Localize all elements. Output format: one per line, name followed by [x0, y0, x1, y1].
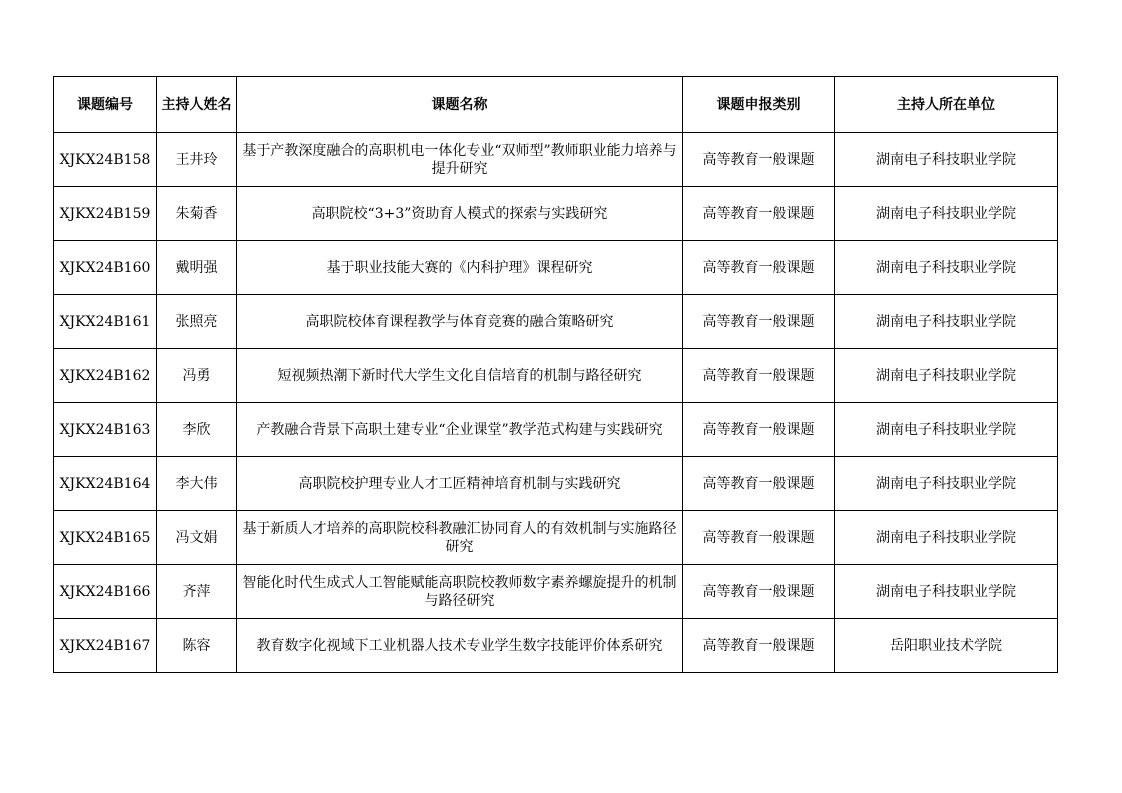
cell-host: 冯文娟 — [157, 511, 237, 565]
cell-category: 高等教育一般课题 — [683, 187, 835, 241]
cell-category: 高等教育一般课题 — [683, 295, 835, 349]
cell-title: 智能化时代生成式人工智能赋能高职院校教师数字素养螺旋提升的机制与路径研究 — [237, 565, 683, 619]
table-row — [54, 295, 1058, 349]
table-row — [54, 511, 1058, 565]
table-header — [54, 77, 1058, 133]
header-category: 课题申报类别 — [683, 77, 835, 133]
table-row — [54, 187, 1058, 241]
cell-title: 高职院校体育课程教学与体育竞赛的融合策略研究 — [237, 295, 683, 349]
cell-host: 张照亮 — [157, 295, 237, 349]
cell-title: 基于产教深度融合的高职机电一体化专业“双师型”教师职业能力培养与提升研究 — [237, 133, 683, 187]
cell-unit: 岳阳职业技术学院 — [835, 619, 1058, 673]
cell-host: 李欣 — [157, 403, 237, 457]
cell-title: 短视频热潮下新时代大学生文化自信培育的机制与路径研究 — [237, 349, 683, 403]
cell-host: 王井玲 — [157, 133, 237, 187]
cell-title: 高职院校护理专业人才工匠精神培育机制与实践研究 — [237, 457, 683, 511]
header-title: 课题名称 — [237, 77, 683, 133]
cell-unit: 湖南电子科技职业学院 — [835, 187, 1058, 241]
cell-code: XJKX24B162 — [54, 349, 157, 403]
cell-category: 高等教育一般课题 — [683, 511, 835, 565]
cell-category: 高等教育一般课题 — [683, 619, 835, 673]
cell-unit: 湖南电子科技职业学院 — [835, 403, 1058, 457]
cell-host: 冯勇 — [157, 349, 237, 403]
cell-code: XJKX24B165 — [54, 511, 157, 565]
table-body — [54, 133, 1058, 673]
table-row — [54, 403, 1058, 457]
cell-code: XJKX24B163 — [54, 403, 157, 457]
cell-host: 陈容 — [157, 619, 237, 673]
cell-code: XJKX24B167 — [54, 619, 157, 673]
cell-host: 朱菊香 — [157, 187, 237, 241]
cell-unit: 湖南电子科技职业学院 — [835, 241, 1058, 295]
header-row — [54, 77, 1058, 133]
cell-unit: 湖南电子科技职业学院 — [835, 565, 1058, 619]
cell-unit: 湖南电子科技职业学院 — [835, 133, 1058, 187]
cell-category: 高等教育一般课题 — [683, 565, 835, 619]
cell-unit: 湖南电子科技职业学院 — [835, 511, 1058, 565]
cell-title: 基于新质人才培养的高职院校科教融汇协同育人的有效机制与实施路径研究 — [237, 511, 683, 565]
cell-category: 高等教育一般课题 — [683, 241, 835, 295]
cell-code: XJKX24B160 — [54, 241, 157, 295]
cell-title: 产教融合背景下高职土建专业“企业课堂”教学范式构建与实践研究 — [237, 403, 683, 457]
cell-code: XJKX24B166 — [54, 565, 157, 619]
cell-category: 高等教育一般课题 — [683, 133, 835, 187]
cell-title: 高职院校“3+3”资助育人模式的探索与实践研究 — [237, 187, 683, 241]
cell-host: 齐萍 — [157, 565, 237, 619]
project-table — [53, 76, 1058, 673]
cell-code: XJKX24B159 — [54, 187, 157, 241]
cell-unit: 湖南电子科技职业学院 — [835, 295, 1058, 349]
cell-category: 高等教育一般课题 — [683, 403, 835, 457]
cell-category: 高等教育一般课题 — [683, 457, 835, 511]
table-row — [54, 565, 1058, 619]
cell-unit: 湖南电子科技职业学院 — [835, 349, 1058, 403]
cell-category: 高等教育一般课题 — [683, 349, 835, 403]
table-row — [54, 619, 1058, 673]
header-unit: 主持人所在单位 — [835, 77, 1058, 133]
cell-host: 李大伟 — [157, 457, 237, 511]
header-host: 主持人姓名 — [157, 77, 237, 133]
header-code: 课题编号 — [54, 77, 157, 133]
cell-code: XJKX24B161 — [54, 295, 157, 349]
table-row — [54, 457, 1058, 511]
cell-host: 戴明强 — [157, 241, 237, 295]
table-row — [54, 349, 1058, 403]
cell-title: 教育数字化视域下工业机器人技术专业学生数字技能评价体系研究 — [237, 619, 683, 673]
cell-code: XJKX24B164 — [54, 457, 157, 511]
table-row — [54, 241, 1058, 295]
cell-title: 基于职业技能大赛的《内科护理》课程研究 — [237, 241, 683, 295]
cell-unit: 湖南电子科技职业学院 — [835, 457, 1058, 511]
cell-code: XJKX24B158 — [54, 133, 157, 187]
table-row — [54, 133, 1058, 187]
